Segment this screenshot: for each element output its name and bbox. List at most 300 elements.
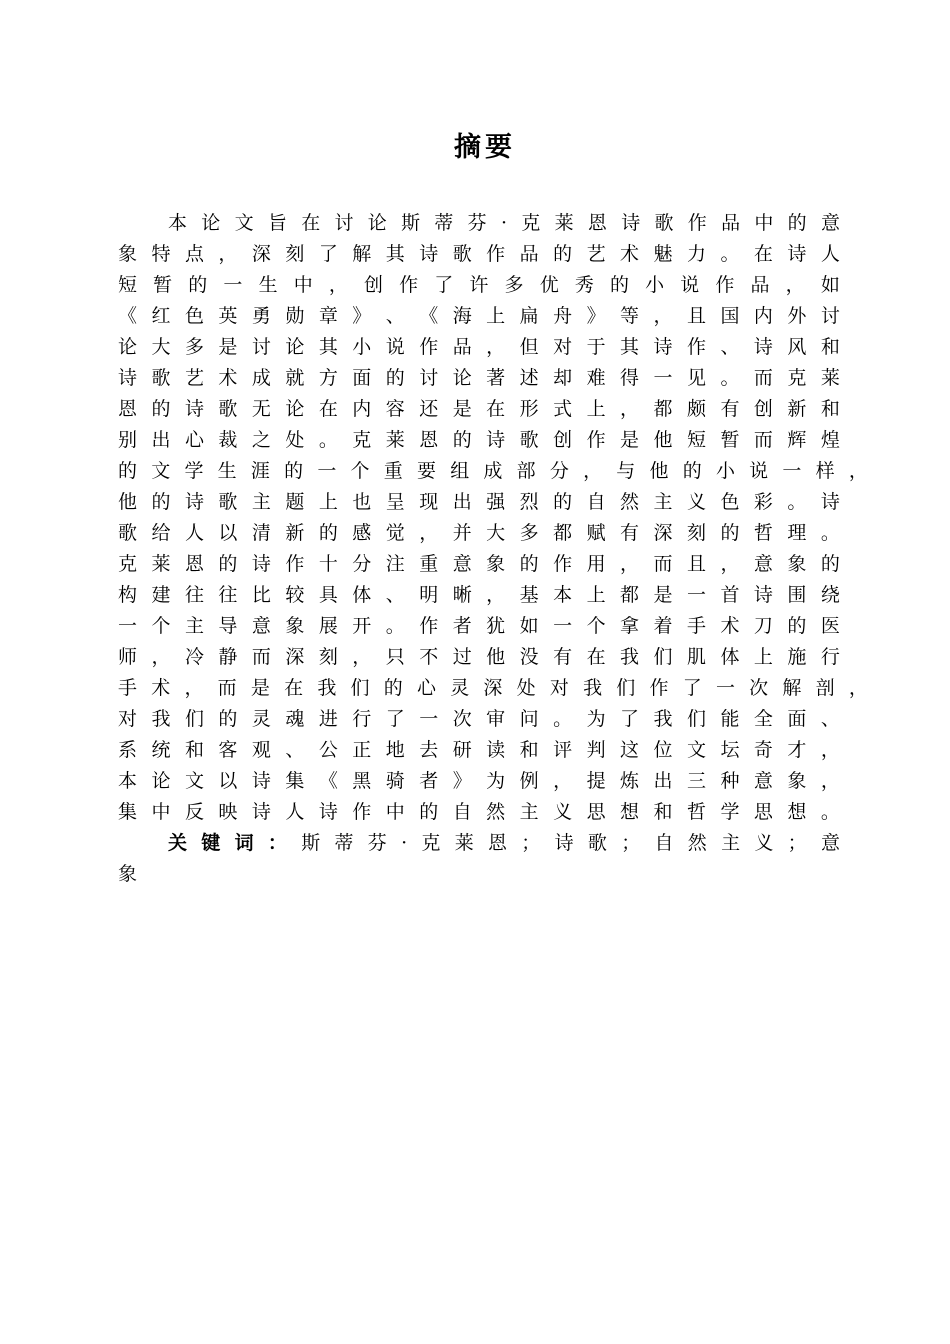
glyph: 手 (686, 615, 706, 637)
glyph: 的 (218, 708, 238, 730)
glyph: 体 (352, 584, 372, 606)
glyph: ， (620, 553, 640, 575)
glyph: 式 (553, 398, 573, 420)
glyph: 集 (285, 770, 305, 792)
glyph: 有 (720, 398, 740, 420)
glyph: 分 (549, 460, 569, 482)
glyph: 品 (519, 243, 539, 265)
glyph: 以 (218, 770, 238, 792)
abstract-line (118, 766, 840, 797)
glyph: 小 (645, 274, 665, 296)
keywords-text-glyph: 主 (721, 832, 741, 854)
glyph: 晰 (452, 584, 472, 606)
glyph: 见 (686, 367, 706, 389)
glyph: 歌 (654, 212, 674, 234)
abstract-line (118, 549, 840, 580)
glyph: 作 (686, 336, 706, 358)
glyph: 。 (720, 367, 740, 389)
glyph: 的 (151, 491, 171, 513)
keywords-text-glyph: 恩 (488, 832, 508, 854)
glyph: 深 (483, 677, 503, 699)
glyph: 上 (318, 491, 338, 513)
glyph: 都 (553, 522, 573, 544)
glyph: 一 (419, 708, 439, 730)
glyph: 们 (653, 646, 673, 668)
glyph: 以 (218, 522, 238, 544)
glyph: 次 (749, 677, 769, 699)
abstract-line (168, 208, 840, 239)
glyph: ， (486, 584, 506, 606)
glyph: 如 (519, 615, 539, 637)
glyph: 还 (419, 398, 439, 420)
keywords-text-glyph: ； (521, 832, 541, 854)
glyph: 《 (318, 770, 338, 792)
keywords-text-glyph: ； (787, 832, 807, 854)
glyph: 斯 (401, 212, 421, 234)
glyph: 成 (251, 367, 271, 389)
glyph: 色 (720, 491, 740, 513)
glyph: 明 (419, 584, 439, 606)
glyph: 方 (318, 367, 338, 389)
glyph: 形 (519, 398, 539, 420)
keywords-label-glyph: 键 (201, 832, 221, 854)
glyph: 要 (416, 460, 436, 482)
glyph: 中 (151, 801, 171, 823)
glyph: 文 (686, 739, 706, 761)
glyph: 感 (352, 522, 372, 544)
glyph: 行 (820, 646, 840, 668)
glyph: 研 (452, 739, 472, 761)
glyph: 哲 (686, 801, 706, 823)
glyph: 勇 (251, 305, 271, 327)
glyph: 中 (385, 801, 405, 823)
glyph: 扁 (519, 305, 539, 327)
glyph: 作 (586, 429, 606, 451)
glyph: 的 (284, 460, 304, 482)
glyph: 作 (399, 274, 419, 296)
glyph: 构 (118, 584, 138, 606)
glyph: 然 (620, 491, 640, 513)
glyph: 是 (250, 677, 270, 699)
glyph: 诗 (653, 336, 673, 358)
glyph: 分 (352, 553, 372, 575)
glyph: 我 (151, 708, 171, 730)
glyph: 个 (151, 615, 171, 637)
glyph: 位 (653, 739, 673, 761)
glyph: 进 (318, 708, 338, 730)
keywords-line (168, 828, 840, 859)
glyph: 犹 (486, 615, 506, 637)
glyph: 也 (352, 491, 372, 513)
abstract-line (118, 704, 840, 735)
abstract-line (118, 611, 840, 642)
glyph: 个 (586, 615, 606, 637)
glyph: 作 (419, 336, 439, 358)
glyph: 旨 (267, 212, 287, 234)
glyph: 创 (363, 274, 383, 296)
keywords-text-glyph: 芬 (367, 832, 387, 854)
glyph: 是 (653, 584, 673, 606)
glyph: 中 (293, 274, 313, 296)
glyph: 《 (419, 305, 439, 327)
keywords-text-glyph: 斯 (301, 832, 321, 854)
glyph: 对 (118, 708, 138, 730)
glyph: 想 (787, 801, 807, 823)
glyph: 作 (352, 801, 372, 823)
glyph: 诗 (251, 770, 271, 792)
glyph: 的 (553, 243, 573, 265)
glyph: 许 (469, 274, 489, 296)
glyph: 三 (686, 770, 706, 792)
abstract-line (118, 425, 840, 456)
glyph: 义 (553, 801, 573, 823)
glyph: 赋 (586, 522, 606, 544)
glyph: 歌 (118, 522, 138, 544)
glyph: 次 (452, 708, 472, 730)
abstract-line (118, 642, 840, 673)
glyph: 例 (519, 770, 539, 792)
glyph: ， (848, 677, 868, 699)
glyph: 克 (352, 429, 372, 451)
glyph: ， (218, 243, 238, 265)
glyph: 面 (352, 367, 372, 389)
glyph: 象 (787, 553, 807, 575)
keywords-text-glyph: 诗 (554, 832, 574, 854)
glyph: 炼 (620, 770, 640, 792)
glyph: 重 (383, 460, 403, 482)
glyph: 莱 (554, 212, 574, 234)
glyph: 为 (586, 708, 606, 730)
glyph: 深 (251, 243, 271, 265)
glyph: 的 (609, 274, 629, 296)
glyph: 而 (217, 677, 237, 699)
keywords-text-glyph: 克 (421, 832, 441, 854)
glyph: 这 (620, 739, 640, 761)
glyph: 现 (419, 491, 439, 513)
glyph: 创 (553, 429, 573, 451)
glyph: 论 (452, 367, 472, 389)
glyph: 的 (452, 429, 472, 451)
glyph: 我 (620, 646, 640, 668)
glyph: 外 (787, 305, 807, 327)
keywords-text-glyph: 意 (820, 832, 840, 854)
glyph: 样 (815, 460, 835, 482)
glyph: 诗 (318, 801, 338, 823)
glyph: 、 (720, 336, 740, 358)
glyph: 题 (285, 491, 305, 513)
glyph: 坛 (720, 739, 740, 761)
glyph: 。 (720, 243, 740, 265)
glyph: 种 (720, 770, 740, 792)
glyph: 是 (452, 398, 472, 420)
glyph: 部 (516, 460, 536, 482)
glyph: 的 (820, 553, 840, 575)
glyph: 大 (486, 522, 506, 544)
glyph: 往 (218, 584, 238, 606)
glyph: · (500, 212, 508, 234)
keywords-text-glyph: 自 (654, 832, 674, 854)
glyph: ， (419, 522, 439, 544)
glyph: 文 (234, 212, 254, 234)
glyph: 判 (586, 739, 606, 761)
glyph: 肌 (686, 646, 706, 668)
glyph: 的 (787, 615, 807, 637)
glyph: 的 (787, 212, 807, 234)
glyph: 的 (188, 274, 208, 296)
glyph: 公 (318, 739, 338, 761)
glyph: 煌 (820, 429, 840, 451)
abstract-line (118, 270, 840, 301)
glyph: 我 (653, 708, 673, 730)
abstract-line (118, 363, 840, 394)
glyph: 裁 (218, 429, 238, 451)
glyph: 如 (820, 274, 840, 296)
glyph: 开 (352, 615, 372, 637)
glyph: 的 (151, 398, 171, 420)
glyph: 出 (653, 770, 673, 792)
glyph: 术 (218, 367, 238, 389)
glyph: 具 (318, 584, 338, 606)
page-title: 摘要 (454, 132, 516, 163)
glyph: 一 (715, 677, 735, 699)
glyph: 其 (385, 243, 405, 265)
glyph: 之 (251, 429, 271, 451)
glyph: 一 (653, 367, 673, 389)
glyph: 于 (586, 336, 606, 358)
glyph: 在 (753, 243, 773, 265)
glyph: 比 (251, 584, 271, 606)
glyph: 义 (686, 491, 706, 513)
glyph: 们 (686, 708, 706, 730)
glyph: 生 (217, 460, 237, 482)
glyph: 他 (486, 646, 506, 668)
glyph: 文 (184, 770, 204, 792)
glyph: 的 (383, 677, 403, 699)
glyph: 与 (616, 460, 636, 482)
glyph: ， (785, 274, 805, 296)
glyph: 说 (680, 274, 700, 296)
glyph: 施 (787, 646, 807, 668)
glyph: 者 (419, 770, 439, 792)
glyph: 他 (649, 460, 669, 482)
glyph: 就 (285, 367, 305, 389)
glyph: 着 (653, 615, 673, 637)
glyph: 意 (820, 212, 840, 234)
glyph: 且 (686, 305, 706, 327)
glyph: 歌 (151, 367, 171, 389)
glyph: 魅 (653, 243, 673, 265)
glyph: 面 (787, 708, 807, 730)
glyph: 象 (486, 553, 506, 575)
glyph: 作 (649, 677, 669, 699)
keywords-label-glyph: ： (267, 832, 287, 854)
glyph: 。 (553, 708, 573, 730)
glyph: 提 (586, 770, 606, 792)
glyph: 意 (753, 770, 773, 792)
glyph: 重 (419, 553, 439, 575)
glyph: 烈 (519, 491, 539, 513)
glyph: 然 (486, 801, 506, 823)
glyph: 品 (721, 212, 741, 234)
glyph: 骑 (385, 770, 405, 792)
glyph: 恩 (587, 212, 607, 234)
glyph: 地 (385, 739, 405, 761)
abstract-line (118, 673, 868, 704)
glyph: 恩 (118, 398, 138, 420)
glyph: 心 (184, 429, 204, 451)
glyph: 风 (787, 336, 807, 358)
glyph: 剖 (815, 677, 835, 699)
glyph: 出 (452, 491, 472, 513)
glyph: 艺 (586, 243, 606, 265)
glyph: 刻 (285, 243, 305, 265)
glyph: 了 (620, 708, 640, 730)
glyph: 拿 (620, 615, 640, 637)
glyph: 术 (720, 615, 740, 637)
glyph: 诗 (118, 367, 138, 389)
glyph: 术 (620, 243, 640, 265)
glyph: 红 (151, 305, 171, 327)
glyph: 蒂 (434, 212, 454, 234)
glyph: 往 (184, 584, 204, 606)
glyph: 的 (318, 522, 338, 544)
glyph: 灵 (450, 677, 470, 699)
abstract-line (118, 797, 840, 828)
glyph: 们 (184, 708, 204, 730)
keywords-text-glyph: 蒂 (334, 832, 354, 854)
glyph: 能 (720, 708, 740, 730)
glyph: 对 (553, 336, 573, 358)
glyph: 诗 (486, 429, 506, 451)
glyph: 颇 (686, 398, 706, 420)
glyph: 在 (284, 677, 304, 699)
glyph: 论 (285, 398, 305, 420)
glyph: 其 (318, 336, 338, 358)
glyph: 想 (620, 801, 640, 823)
glyph: 诗 (184, 491, 204, 513)
glyph: 诗 (251, 553, 271, 575)
glyph: 刻 (318, 646, 338, 668)
abstract-line (118, 394, 840, 425)
glyph: 思 (753, 801, 773, 823)
glyph: 在 (586, 646, 606, 668)
glyph: 他 (118, 491, 138, 513)
glyph: 意 (753, 553, 773, 575)
glyph: 论 (367, 212, 387, 234)
glyph: 在 (301, 212, 321, 234)
glyph: 思 (586, 801, 606, 823)
glyph: 歌 (452, 243, 472, 265)
glyph: 、 (385, 584, 405, 606)
glyph: ， (486, 336, 506, 358)
glyph: 难 (586, 367, 606, 389)
glyph: 歌 (218, 491, 238, 513)
glyph: 的 (419, 801, 439, 823)
glyph: 中 (754, 212, 774, 234)
glyph: 处 (516, 677, 536, 699)
glyph: 出 (151, 429, 171, 451)
glyph: 全 (753, 708, 773, 730)
glyph: 勋 (285, 305, 305, 327)
glyph: 艺 (184, 367, 204, 389)
glyph: ， (553, 770, 573, 792)
glyph: 但 (519, 336, 539, 358)
glyph: 觉 (385, 522, 405, 544)
glyph: ， (820, 739, 840, 761)
glyph: 说 (385, 336, 405, 358)
glyph: 读 (486, 739, 506, 761)
glyph: 奇 (753, 739, 773, 761)
glyph: 克 (521, 212, 541, 234)
glyph: 不 (419, 646, 439, 668)
glyph: 恩 (419, 429, 439, 451)
glyph: 辉 (787, 429, 807, 451)
glyph: 诗 (753, 584, 773, 606)
glyph: 我 (583, 677, 603, 699)
keywords-text-glyph: · (401, 832, 408, 854)
glyph: 且 (686, 553, 706, 575)
glyph: 和 (653, 801, 673, 823)
glyph: 等 (620, 305, 640, 327)
glyph: 上 (753, 646, 773, 668)
glyph: 们 (616, 677, 636, 699)
glyph: 文 (151, 460, 171, 482)
glyph: 正 (352, 739, 372, 761)
glyph: 海 (452, 305, 472, 327)
glyph: 清 (251, 522, 271, 544)
glyph: 别 (118, 429, 138, 451)
glyph: 一 (317, 460, 337, 482)
glyph: 特 (151, 243, 171, 265)
glyph: 用 (586, 553, 606, 575)
glyph: 术 (151, 677, 171, 699)
glyph: 、 (385, 305, 405, 327)
glyph: 主 (653, 491, 673, 513)
glyph: 论 (118, 336, 138, 358)
glyph: 展 (318, 615, 338, 637)
glyph: 、 (820, 708, 840, 730)
glyph: 说 (749, 460, 769, 482)
glyph: 本 (118, 770, 138, 792)
glyph: 的 (553, 491, 573, 513)
glyph: 诗 (251, 801, 271, 823)
glyph: 论 (285, 336, 305, 358)
glyph: 讨 (251, 336, 271, 358)
glyph: 个 (350, 460, 370, 482)
glyph: 首 (720, 584, 740, 606)
glyph: 为 (486, 770, 506, 792)
abstract-line (118, 456, 868, 487)
glyph: 的 (118, 460, 138, 482)
glyph: 刀 (753, 615, 773, 637)
glyph: 象 (285, 615, 305, 637)
glyph: 论 (151, 770, 171, 792)
glyph: 多 (184, 336, 204, 358)
glyph: 多 (519, 522, 539, 544)
glyph: 自 (452, 801, 472, 823)
glyph: 得 (620, 367, 640, 389)
glyph: 魂 (285, 708, 305, 730)
glyph: 诗 (419, 243, 439, 265)
glyph: 师 (118, 646, 138, 668)
glyph: 作 (419, 615, 439, 637)
glyph: 了 (318, 243, 338, 265)
glyph: 统 (151, 739, 171, 761)
glyph: 对 (549, 677, 569, 699)
glyph: 舟 (553, 305, 573, 327)
glyph: 内 (753, 305, 773, 327)
glyph: 。 (787, 491, 807, 513)
